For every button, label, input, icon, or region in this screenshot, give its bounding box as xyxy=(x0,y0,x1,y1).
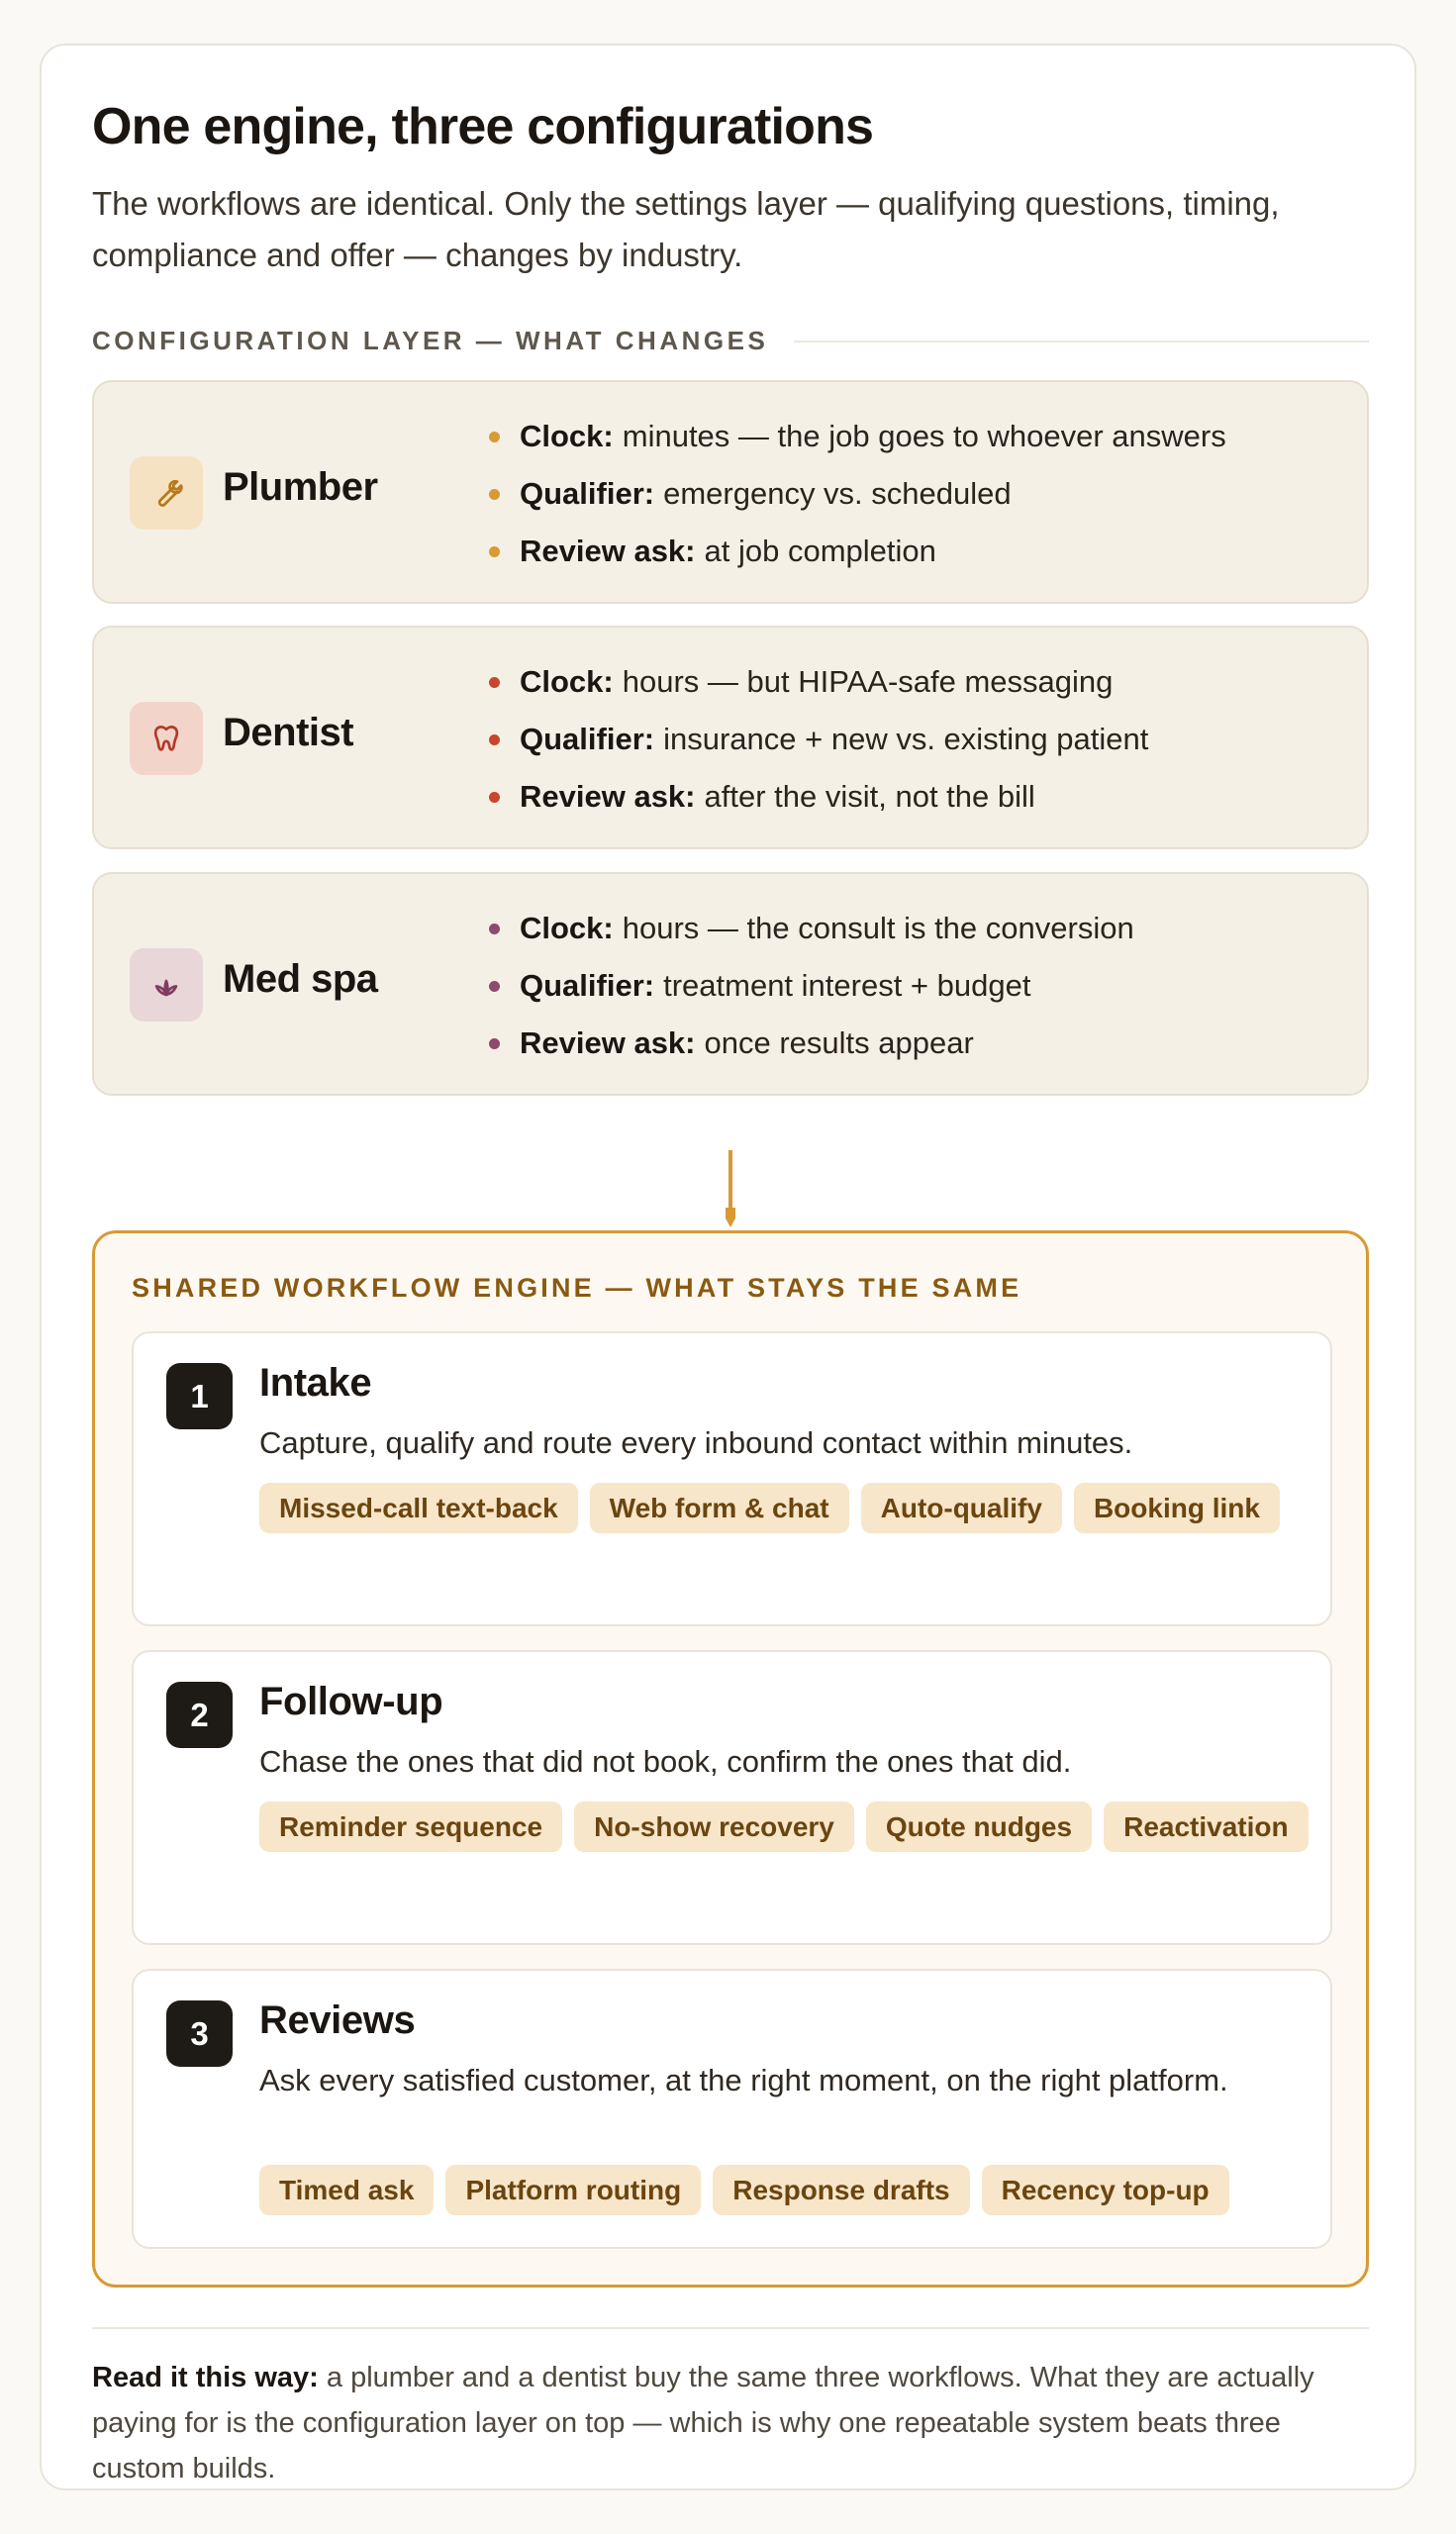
bullet-label: Clock: xyxy=(520,664,614,699)
tag: Platform routing xyxy=(445,2165,701,2215)
step-number: 2 xyxy=(166,1682,233,1748)
tooth-icon xyxy=(149,722,183,755)
bullet-dot xyxy=(489,489,500,500)
bullet-dot xyxy=(489,546,500,557)
bullet-text: after the visit, not the bill xyxy=(704,779,1035,814)
config-bullet xyxy=(489,523,1226,580)
leaf-icon xyxy=(149,968,183,1002)
config-icon-box xyxy=(130,702,203,775)
tag: No-show recovery xyxy=(574,1802,854,1852)
config-bullet xyxy=(489,408,1226,465)
tag: Missed-call text-back xyxy=(259,1483,578,1533)
divider xyxy=(794,341,1369,342)
bullet-dot xyxy=(489,981,500,992)
config-card-plumber xyxy=(92,380,1369,604)
tag: Quote nudges xyxy=(866,1802,1092,1852)
bullet-label: Qualifier: xyxy=(520,968,655,1003)
config-icon-box xyxy=(130,456,203,530)
bullet-text: at job completion xyxy=(704,534,936,568)
bullet-dot xyxy=(489,924,500,934)
tag: Reminder sequence xyxy=(259,1802,562,1852)
config-bullet xyxy=(489,957,1134,1015)
tag: Auto-qualify xyxy=(861,1483,1062,1533)
config-bullet xyxy=(489,711,1148,768)
wrench-icon xyxy=(149,476,183,510)
bullet-label: Qualifier: xyxy=(520,722,655,756)
arrow-down-icon xyxy=(726,1150,735,1227)
bullet-text: emergency vs. scheduled xyxy=(663,476,1012,511)
bullet-dot xyxy=(489,677,500,688)
config-bullets xyxy=(489,408,1226,580)
config-bullet xyxy=(489,768,1148,826)
bullet-label: Clock: xyxy=(520,911,614,945)
config-bullet xyxy=(489,465,1226,523)
note-text: a plumber and a dentist buy the same three workflows. What they are actually paying for is the configuration layer on top — which is why one repeatable system beats three custom builds. xyxy=(92,2362,1314,2485)
workflow-step-intake xyxy=(132,1331,1332,1626)
bullet-label: Review ask: xyxy=(520,534,696,568)
config-name: Dentist xyxy=(223,711,354,754)
bullet-label: Review ask: xyxy=(520,1025,696,1060)
config-icon-box xyxy=(130,948,203,1022)
engine-label: SHARED WORKFLOW ENGINE — WHAT STAYS THE SAME xyxy=(132,1273,1022,1303)
tag: Recency top-up xyxy=(982,2165,1229,2215)
step-tags xyxy=(259,1483,1309,1533)
step-description: Capture, qualify and route every inbound contact within minutes. xyxy=(259,1425,1133,1460)
config-name: Med spa xyxy=(223,957,378,1001)
config-section-label: CONFIGURATION LAYER — WHAT CHANGES xyxy=(92,326,769,355)
step-title: Follow-up xyxy=(259,1680,443,1723)
note-lead: Read it this way: xyxy=(92,2362,319,2393)
bullet-dot xyxy=(489,734,500,745)
page-subtitle: The workflows are identical. Only the settings layer — qualifying questions, timing, compliance and offer — changes by industry. xyxy=(92,185,1280,273)
bullet-dot xyxy=(489,792,500,803)
step-description: Ask every satisfied customer, at the right moment, on the right platform. xyxy=(259,2063,1228,2097)
bullet-text: once results appear xyxy=(704,1025,974,1060)
bullet-dot xyxy=(489,432,500,442)
shared-engine-panel xyxy=(92,1230,1369,2288)
bullet-text: minutes — the job goes to whoever answers xyxy=(622,419,1226,453)
tag: Booking link xyxy=(1074,1483,1280,1533)
bullet-text: hours — but HIPAA-safe messaging xyxy=(622,664,1114,699)
workflow-step-reviews xyxy=(132,1969,1332,2249)
config-name: Plumber xyxy=(223,465,378,509)
config-card-dentist xyxy=(92,626,1369,849)
bullet-dot xyxy=(489,1038,500,1049)
bullet-text: hours — the consult is the conversion xyxy=(622,911,1134,945)
tag: Web form & chat xyxy=(590,1483,849,1533)
step-title: Intake xyxy=(259,1361,372,1405)
bullet-label: Qualifier: xyxy=(520,476,655,511)
config-bullets xyxy=(489,653,1148,826)
bullet-label: Clock: xyxy=(520,419,614,453)
diagram-card xyxy=(40,44,1416,2490)
reading-note xyxy=(92,2355,1369,2491)
bullet-text: insurance + new vs. existing patient xyxy=(663,722,1149,756)
tag: Timed ask xyxy=(259,2165,434,2215)
step-number: 3 xyxy=(166,2000,233,2067)
config-card-med-spa xyxy=(92,872,1369,1096)
tag: Reactivation xyxy=(1104,1802,1309,1852)
workflow-step-follow-up xyxy=(132,1650,1332,1945)
bullet-text: treatment interest + budget xyxy=(663,968,1031,1003)
page-title: One engine, three configurations xyxy=(92,98,874,155)
step-description: Chase the ones that did not book, confirm the ones that did. xyxy=(259,1744,1072,1779)
config-bullet xyxy=(489,900,1134,957)
config-bullets xyxy=(489,900,1134,1072)
config-bullet xyxy=(489,1015,1134,1072)
config-section-header xyxy=(92,326,1369,356)
step-title: Reviews xyxy=(259,1998,416,2042)
step-tags xyxy=(259,1802,1309,1852)
config-bullet xyxy=(489,653,1148,711)
step-number: 1 xyxy=(166,1363,233,1429)
step-tags xyxy=(259,2165,1309,2215)
tag: Response drafts xyxy=(713,2165,969,2215)
divider xyxy=(92,2327,1369,2329)
bullet-label: Review ask: xyxy=(520,779,696,814)
